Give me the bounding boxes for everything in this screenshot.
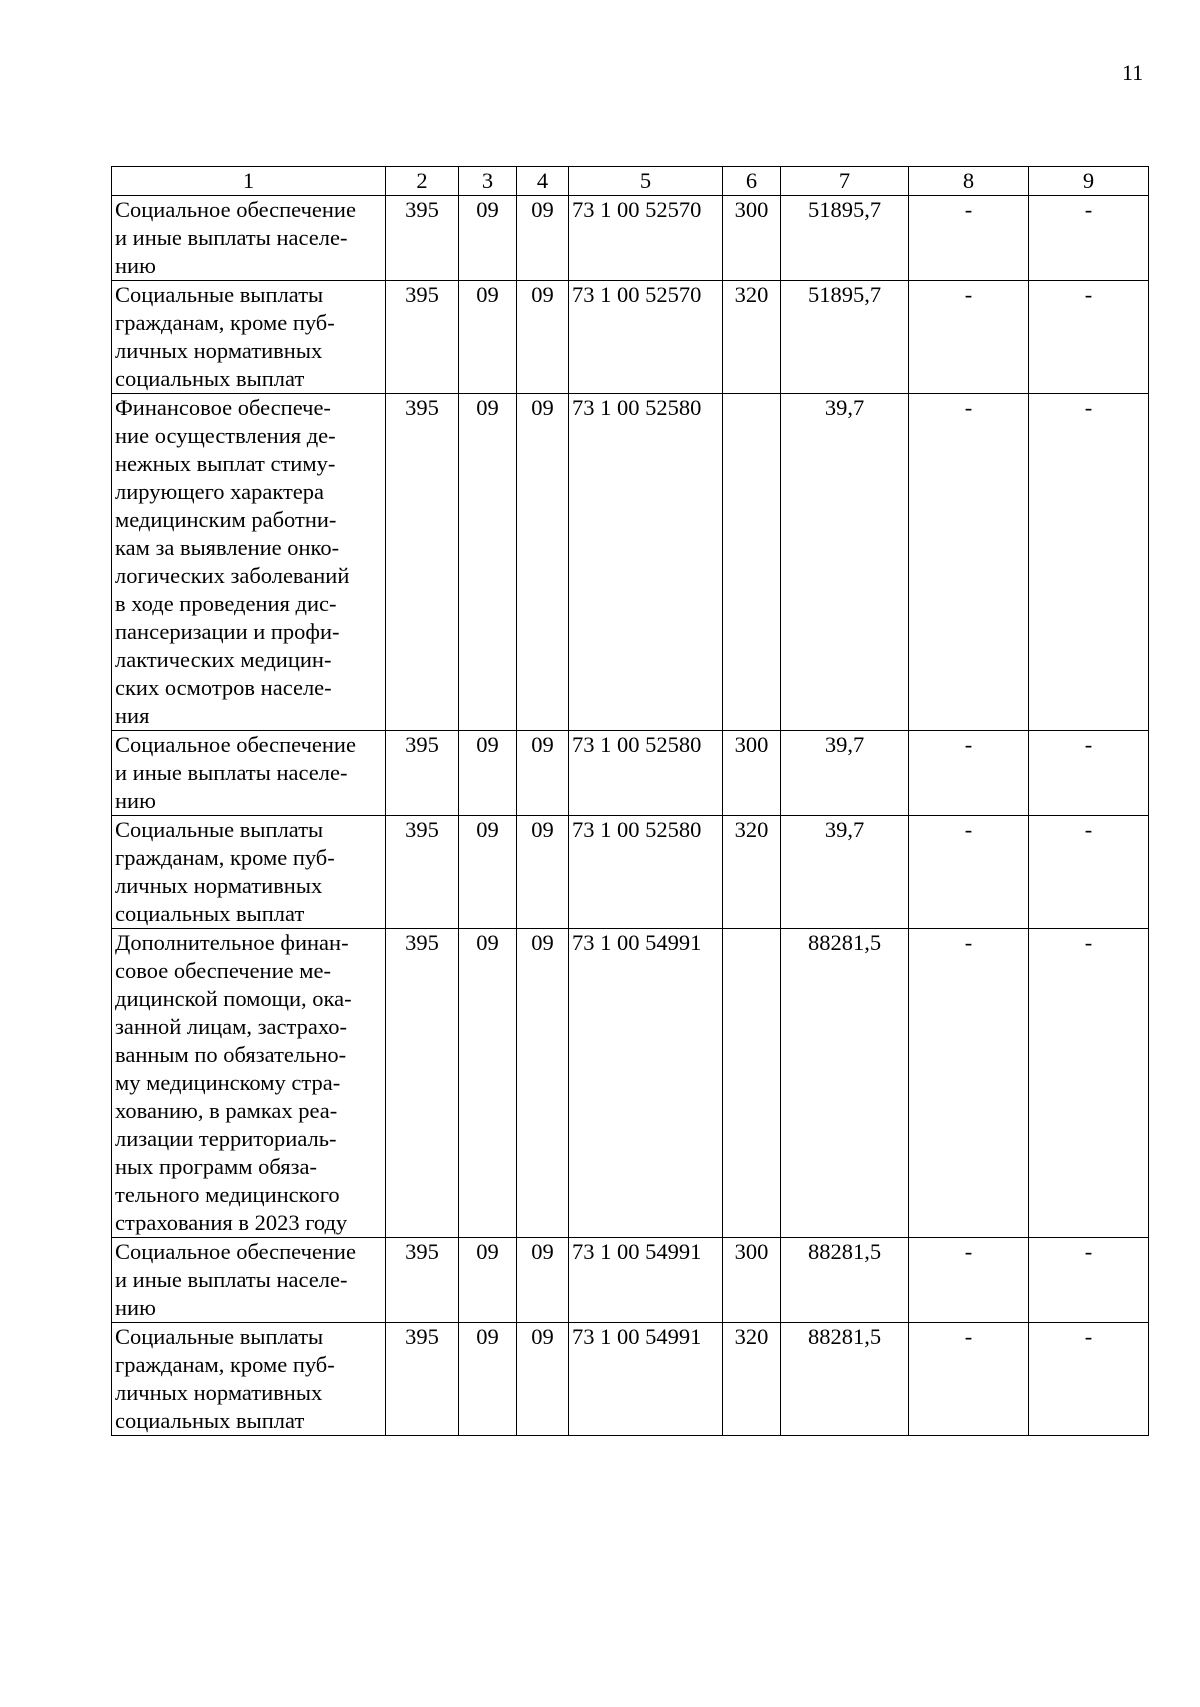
cell-item-name	[112, 731, 386, 816]
item-name-line: Финансовое обеспече-	[115, 395, 331, 420]
item-name-line: Дополнительное финан-	[115, 930, 349, 955]
item-name-line: совое обеспечение ме-	[115, 958, 331, 983]
item-name-line: занной лицам, застрахо-	[115, 1014, 347, 1039]
cell-col-8: -	[909, 816, 1029, 929]
table-row	[112, 196, 1149, 281]
table-row	[112, 281, 1149, 394]
item-name-line: нию	[115, 1295, 156, 1320]
cell-admin-code: 395	[386, 1323, 459, 1436]
cell-amount: 88281,5	[781, 1323, 909, 1436]
cell-subsection: 09	[517, 394, 569, 731]
item-name-line: страхования в 2023 году	[115, 1210, 348, 1235]
cell-col-8: -	[909, 1323, 1029, 1436]
table-row	[112, 929, 1149, 1238]
item-name-line: нию	[115, 788, 156, 813]
cell-col-9: -	[1029, 731, 1149, 816]
item-name-line: социальных выплат	[115, 366, 305, 391]
item-name-line: лирующего характера	[115, 479, 325, 504]
cell-target-article: 73 1 00 54991	[569, 1323, 723, 1436]
cell-subsection: 09	[517, 281, 569, 394]
item-name-line: гражданам, кроме пуб-	[115, 310, 335, 335]
item-name-line: Социальное обеспечение	[115, 197, 356, 222]
item-name-line: личных нормативных	[115, 1380, 323, 1405]
cell-item-name	[112, 1323, 386, 1436]
header-cell-7: 7	[781, 167, 909, 196]
cell-admin-code: 395	[386, 929, 459, 1238]
cell-col-8: -	[909, 394, 1029, 731]
item-name-line: социальных выплат	[115, 1408, 305, 1433]
cell-amount: 88281,5	[781, 929, 909, 1238]
item-name-line: ских осмотров населе-	[115, 675, 332, 700]
cell-item-name	[112, 281, 386, 394]
item-name-line: Социальное обеспечение	[115, 1239, 356, 1264]
item-name-line: тельного медицинского	[115, 1182, 340, 1207]
item-name-line: му медицинскому стра-	[115, 1070, 341, 1095]
cell-target-article: 73 1 00 52580	[569, 394, 723, 731]
header-cell-2: 2	[386, 167, 459, 196]
item-name-line: нию	[115, 253, 156, 278]
table-row	[112, 731, 1149, 816]
cell-section: 09	[459, 731, 517, 816]
cell-amount: 39,7	[781, 731, 909, 816]
cell-expense-type: 320	[723, 281, 781, 394]
cell-section: 09	[459, 816, 517, 929]
item-name-line: Социальное обеспечение	[115, 732, 356, 757]
table-row	[112, 1238, 1149, 1323]
cell-admin-code: 395	[386, 816, 459, 929]
cell-amount: 51895,7	[781, 281, 909, 394]
item-name-line: лизации территориаль-	[115, 1126, 337, 1151]
cell-item-name	[112, 816, 386, 929]
cell-target-article: 73 1 00 52570	[569, 281, 723, 394]
cell-col-8: -	[909, 281, 1029, 394]
header-cell-9: 9	[1029, 167, 1149, 196]
header-cell-5: 5	[569, 167, 723, 196]
item-name-line: кам за выявление онко-	[115, 535, 340, 560]
cell-col-8: -	[909, 929, 1029, 1238]
item-name-line: гражданам, кроме пуб-	[115, 845, 335, 870]
page-number: 11	[1122, 60, 1144, 85]
cell-expense-type: 300	[723, 196, 781, 281]
item-name-line: социальных выплат	[115, 901, 305, 926]
cell-admin-code: 395	[386, 1238, 459, 1323]
cell-col-9: -	[1029, 1238, 1149, 1323]
cell-col-9: -	[1029, 281, 1149, 394]
item-name-line: и иные выплаты населе-	[115, 1267, 348, 1292]
cell-section: 09	[459, 1323, 517, 1436]
cell-subsection: 09	[517, 1238, 569, 1323]
item-name-line: ванным по обязательно-	[115, 1042, 347, 1067]
table-row	[112, 816, 1149, 929]
cell-section: 09	[459, 281, 517, 394]
item-name-line: Социальные выплаты	[115, 1324, 324, 1349]
cell-section: 09	[459, 1238, 517, 1323]
cell-col-9: -	[1029, 929, 1149, 1238]
cell-item-name	[112, 394, 386, 731]
item-name-line: гражданам, кроме пуб-	[115, 1352, 335, 1377]
cell-expense-type: 320	[723, 816, 781, 929]
cell-section: 09	[459, 929, 517, 1238]
item-name-line: логических заболеваний	[115, 563, 350, 588]
item-name-line: дицинской помощи, ока-	[115, 986, 352, 1011]
cell-subsection: 09	[517, 1323, 569, 1436]
item-name-line: и иные выплаты населе-	[115, 760, 348, 785]
item-name-line: пансеризации и профи-	[115, 619, 340, 644]
item-name-line: лактических медицин-	[115, 647, 332, 672]
item-name-line: ние осуществления де-	[115, 423, 336, 448]
cell-admin-code: 395	[386, 196, 459, 281]
item-name-line: нежных выплат стиму-	[115, 451, 336, 476]
header-cell-3: 3	[459, 167, 517, 196]
header-cell-6: 6	[723, 167, 781, 196]
budget-table	[111, 166, 1149, 1436]
cell-item-name	[112, 929, 386, 1238]
cell-section: 09	[459, 394, 517, 731]
item-name-line: ных программ обяза-	[115, 1154, 317, 1179]
item-name-line: личных нормативных	[115, 338, 323, 363]
item-name-line: Социальные выплаты	[115, 282, 324, 307]
cell-target-article: 73 1 00 52570	[569, 196, 723, 281]
item-name-line: ния	[115, 703, 150, 728]
cell-expense-type: 320	[723, 1323, 781, 1436]
cell-target-article: 73 1 00 54991	[569, 929, 723, 1238]
cell-admin-code: 395	[386, 281, 459, 394]
item-name-line: Социальные выплаты	[115, 817, 324, 842]
item-name-line: медицинским работни-	[115, 507, 337, 532]
cell-target-article: 73 1 00 52580	[569, 731, 723, 816]
cell-amount: 51895,7	[781, 196, 909, 281]
cell-section: 09	[459, 196, 517, 281]
cell-col-8: -	[909, 1238, 1029, 1323]
item-name-line: личных нормативных	[115, 873, 323, 898]
header-cell-1: 1	[112, 167, 386, 196]
cell-expense-type: 300	[723, 731, 781, 816]
cell-col-9: -	[1029, 196, 1149, 281]
item-name-line: и иные выплаты населе-	[115, 225, 348, 250]
cell-subsection: 09	[517, 731, 569, 816]
cell-col-8: -	[909, 196, 1029, 281]
cell-amount: 39,7	[781, 394, 909, 731]
cell-col-9: -	[1029, 394, 1149, 731]
cell-admin-code: 395	[386, 394, 459, 731]
header-cell-8: 8	[909, 167, 1029, 196]
cell-subsection: 09	[517, 196, 569, 281]
item-name-line: хованию, в рамках реа-	[115, 1098, 338, 1123]
header-cell-4: 4	[517, 167, 569, 196]
cell-item-name	[112, 196, 386, 281]
cell-expense-type	[723, 929, 781, 1238]
cell-expense-type	[723, 394, 781, 731]
cell-amount: 39,7	[781, 816, 909, 929]
cell-target-article: 73 1 00 52580	[569, 816, 723, 929]
cell-target-article: 73 1 00 54991	[569, 1238, 723, 1323]
cell-col-9: -	[1029, 1323, 1149, 1436]
cell-expense-type: 300	[723, 1238, 781, 1323]
cell-col-9: -	[1029, 816, 1149, 929]
cell-subsection: 09	[517, 816, 569, 929]
cell-subsection: 09	[517, 929, 569, 1238]
item-name-line: в ходе проведения дис-	[115, 591, 337, 616]
header-row	[112, 167, 1149, 196]
table-row	[112, 1323, 1149, 1436]
cell-col-8: -	[909, 731, 1029, 816]
cell-item-name	[112, 1238, 386, 1323]
cell-amount: 88281,5	[781, 1238, 909, 1323]
cell-admin-code: 395	[386, 731, 459, 816]
table-row	[112, 394, 1149, 731]
